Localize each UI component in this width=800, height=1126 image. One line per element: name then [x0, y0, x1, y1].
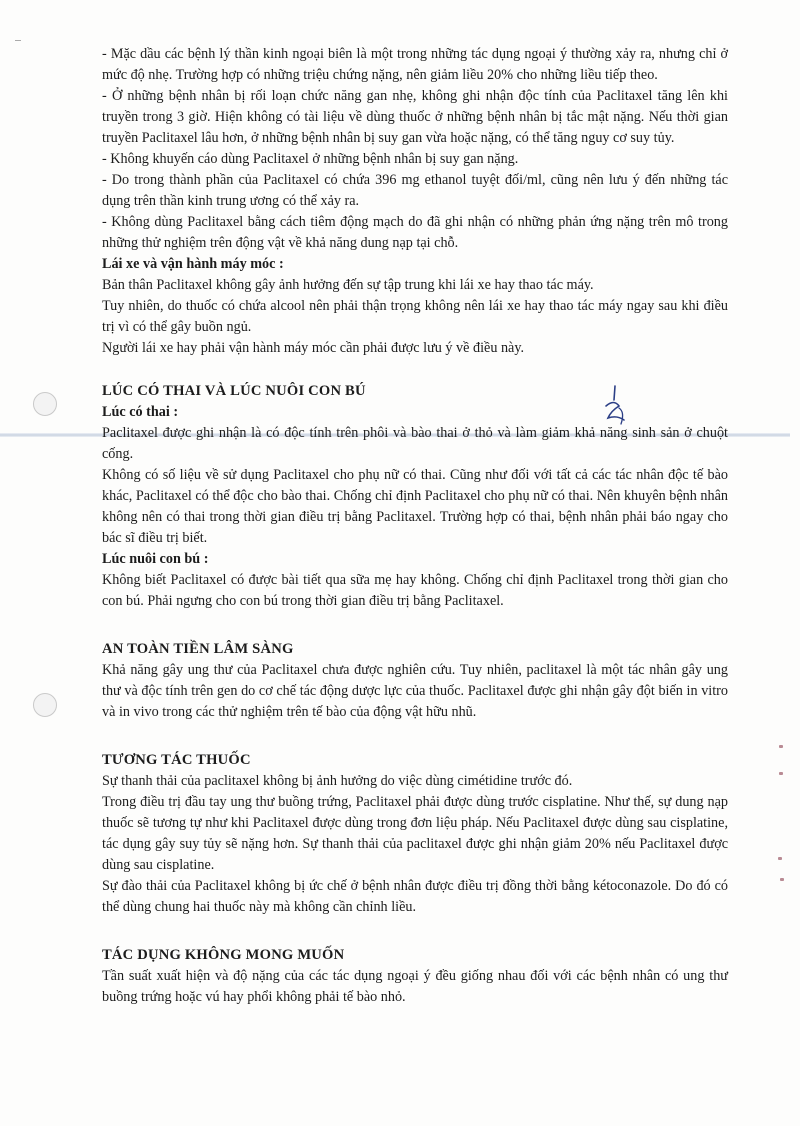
punch-hole-upper	[33, 392, 57, 416]
driving-paragraph: Bản thân Paclitaxel không gây ảnh hưởng đến sự tập trung khi lái xe hay thao tác máy.	[102, 277, 594, 293]
margin-tick	[15, 40, 21, 41]
warning-paragraph: - Mặc dầu các bệnh lý thần kinh ngoại biên là một trong những tác dụng ngoại ý thường xảy ra, nhưng chỉ ở mức độ nhẹ. Trường hợp có những triệu chứng nặng, nên giảm liều 20% cho những liều tiếp theo.	[102, 46, 728, 83]
nursing-heading: Lúc nuôi con bú :	[102, 551, 209, 567]
adverse-title: TÁC DỤNG KHÔNG MONG MUỐN	[102, 947, 345, 963]
interactions-section	[102, 750, 728, 918]
edge-mark	[778, 857, 782, 860]
adverse-section	[102, 945, 728, 1008]
nursing-paragraph: Không biết Paclitaxel có được bài tiết qua sữa mẹ hay không. Chống chỉ định Paclitaxel trong thời gian cho con bú. Phải ngưng cho con bú trong thời gian điều trị bằng Paclitaxel.	[102, 572, 728, 609]
document-content	[102, 44, 728, 1008]
pregnant-paragraph: Không có số liệu về sử dụng Paclitaxel cho phụ nữ có thai. Cũng như đối với tất cả các tác nhân độc tế bào khác, Paclitaxel có thể độc cho bào thai. Chống chỉ định Paclitaxel cho phụ nữ có thai. Nên khuyên bệnh nhân không nên có thai trong thời gian điều trị bằng Paclitaxel. Trường hợp có thai, bệnh nhân phải báo ngay cho bác sĩ điều trị biết.	[102, 467, 728, 546]
punch-hole-lower	[33, 693, 57, 717]
driving-paragraph: Người lái xe hay phải vận hành máy móc cần phải được lưu ý về điều này.	[102, 340, 525, 356]
driving-heading: Lái xe và vận hành máy móc :	[102, 256, 284, 272]
edge-mark	[780, 878, 784, 881]
adverse-paragraph: Tần suất xuất hiện và độ nặng của các tác dụng ngoại ý đều giống nhau đối với các bệnh nhân có ung thư buồng trứng hoặc vú hay phổi không phải tế bào nhỏ.	[102, 968, 728, 1005]
warning-paragraph: - Không dùng Paclitaxel bằng cách tiêm động mạch do đã ghi nhận có những phản ứng nặng trên mô trong những thử nghiệm trên động vật về khả năng dung nạp tại chỗ.	[102, 214, 728, 251]
preclinical-paragraph: Khả năng gây ung thư của Paclitaxel chưa được nghiên cứu. Tuy nhiên, paclitaxel là một tác nhân gây ung thư và độc tính trên gen do cơ chế tác động dược lực của thuốc. Paclitaxel được ghi nhận gây đột biến in vitro và in vivo trong các thử nghiệm trên tế bào của động vật hữu nhũ.	[102, 662, 728, 720]
preclinical-title: AN TOÀN TIỀN LÂM SÀNG	[102, 641, 294, 657]
warning-paragraph: - Ở những bệnh nhân bị rối loạn chức năng gan nhẹ, không ghi nhận độc tính của Paclitaxel tăng lên khi truyền trong 3 giờ. Hiện không có tài liệu về dùng thuốc ở những bệnh nhân bị tắc mật nặng. Nếu thời gian truyền Paclitaxel lâu hơn, ở những bệnh nhân bị suy gan vừa hoặc nặng, có thể tăng nguy cơ suy tủy.	[102, 88, 728, 146]
interactions-paragraph: Sự đào thải của Paclitaxel không bị ức chế ở bệnh nhân được điều trị đồng thời bằng kétoconazole. Do đó có thể dùng chung hai thuốc này mà không cần chỉnh liều.	[102, 878, 728, 915]
driving-paragraph: Tuy nhiên, do thuốc có chứa alcool nên phải thận trọng không nên lái xe hay thao tác máy ngay sau khi điều trị vì có thể gây buồn ngủ.	[102, 298, 728, 335]
interactions-paragraph: Trong điều trị đầu tay ung thư buồng trứng, Paclitaxel phải được dùng trước cisplatine. Như thế, sự dung nạp thuốc sẽ tương tự như khi Paclitaxel được dùng trong đơn liệu pháp. Nếu Paclitaxel được dùng sau cisplatine, tác dụng gây suy tủy sẽ nặng hơn. Sự thanh thải của paclitaxel được ghi nhận giảm 20% nếu Paclitaxel được dùng sau cisplatine.	[102, 794, 728, 873]
interactions-paragraph: Sự thanh thải của paclitaxel không bị ảnh hưởng do việc dùng cimétidine trước đó.	[102, 773, 573, 789]
warnings-section	[102, 44, 728, 359]
warning-paragraph: - Không khuyến cáo dùng Paclitaxel ở những bệnh nhân bị suy gan nặng.	[102, 151, 519, 167]
pregnant-heading: Lúc có thai :	[102, 404, 179, 420]
edge-mark	[779, 772, 783, 775]
warning-paragraph: - Do trong thành phần của Paclitaxel có chứa 396 mg ethanol tuyệt đối/ml, cũng nên lưu ý đến những tác dụng trên thần kinh trung ương có thể xảy ra.	[102, 172, 728, 209]
pregnant-paragraph: Paclitaxel được ghi nhận là có độc tính trên phôi và bào thai ở thỏ và làm giảm khả năng sinh sản ở chuột cống.	[102, 425, 728, 462]
pregnancy-section	[102, 381, 728, 612]
edge-mark	[779, 745, 783, 748]
interactions-title: TƯƠNG TÁC THUỐC	[102, 752, 251, 768]
preclinical-section	[102, 639, 728, 723]
pregnancy-title: LÚC CÓ THAI VÀ LÚC NUÔI CON BÚ	[102, 383, 366, 399]
